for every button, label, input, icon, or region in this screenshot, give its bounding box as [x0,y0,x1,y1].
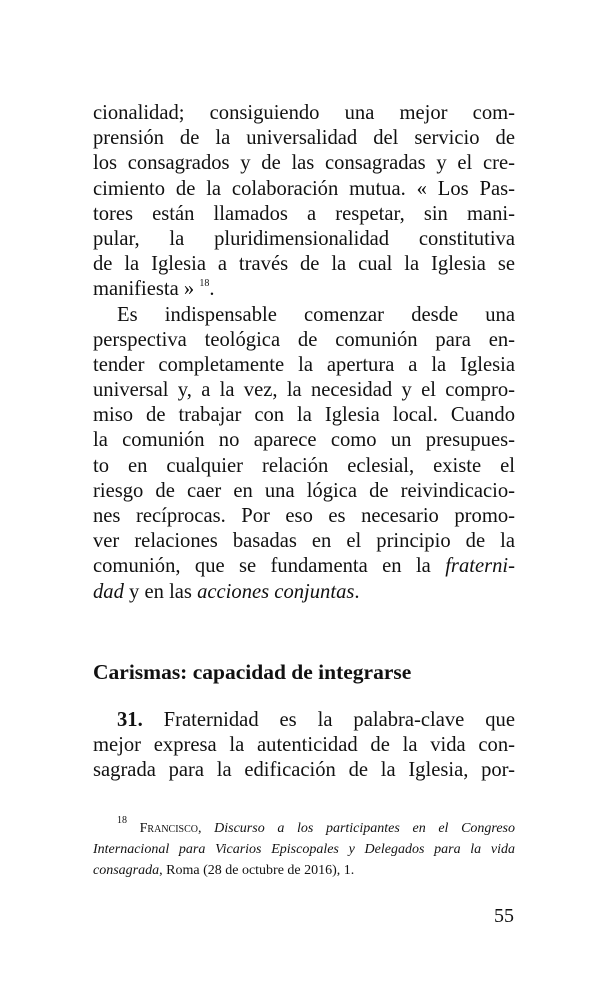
footnote-number: 18 [117,815,127,826]
text-line: la comunión no aparece como un presupues- [93,429,515,452]
text-line: to en cualquier relación eclesial, existe el [93,454,515,477]
text-line: cionalidad; consiguiendo una mejor com- [93,102,515,124]
text-line [93,580,515,605]
text-line: cimiento de la colaboración mutua. « Los Pas- [93,177,515,200]
text-line: ver relaciones basadas en el principio de la [93,530,515,553]
emphasis-text: Discurso a los participantes en el Congreso [214,821,515,836]
text-fragment: y en las [123,580,198,603]
text-line: los consagrados y de las consagradas y el cre- [93,152,515,175]
text-line [93,860,515,881]
text-line: Es indispensable comenzar desde una [117,303,515,326]
text-line [93,839,515,860]
text-line: perspectiva teológica de comunión para en- [93,328,515,351]
numbered-paragraph [93,708,515,784]
paragraph-number: 31. [117,709,143,731]
emphasis-text: consagrada [93,863,160,878]
text-fragment: , Roma (28 de octubre de 2016), 1. [159,863,355,878]
text-fragment: . [354,580,360,603]
text-fragment: manifiesta » [93,278,195,301]
text-line: nes recíprocas. Por eso es necesario promo- [93,505,515,527]
text-line [93,554,515,579]
main-text [93,101,515,605]
text-fragment: . [209,278,215,301]
section-heading: Carismas: capacidad de integrarse [93,660,412,684]
text-line: de la Iglesia a través de la cual la Iglesia se [93,253,515,276]
text-line: riesgo de caer en una lógica de reivindicacio- [93,479,515,502]
text-fragment: comunión, que se fundamenta en la [93,555,446,578]
emphasis-text: dad [93,580,124,603]
text-line: tores están llamados a respetar, sin mani- [93,202,515,225]
emphasis-text: fraterni- [445,555,515,578]
text-fragment: Fraternidad es la palabra-clave que [142,709,515,731]
text-line: universal y, a la vez, la necesidad y el compro- [93,379,515,402]
emphasis-text: acciones conjuntas [197,580,355,603]
text-line: miso de trabajar con la Iglesia local. Cuando [93,404,515,427]
text-line [93,815,515,839]
footnote [93,815,515,881]
footnote-reference[interactable]: 18 [199,278,210,290]
text-line [93,277,515,302]
footnote-author: Francisco, [139,821,202,836]
text-line: tender completamente la apertura a la Iglesia [93,353,515,376]
emphasis-text: Internacional para Vicarios Episcopales y Delegados para la vida [93,842,515,857]
text-line: sagrada para la edificación de la Iglesia, por- [93,759,515,782]
text-line: pular, la pluridimensionalidad constitutiva [93,227,515,250]
page-number: 55 [494,905,514,927]
text-line: mejor expresa la autenticidad de la vida con- [93,734,515,757]
text-line: prensión de la universalidad del servicio de [93,127,515,150]
text-line [93,708,515,733]
